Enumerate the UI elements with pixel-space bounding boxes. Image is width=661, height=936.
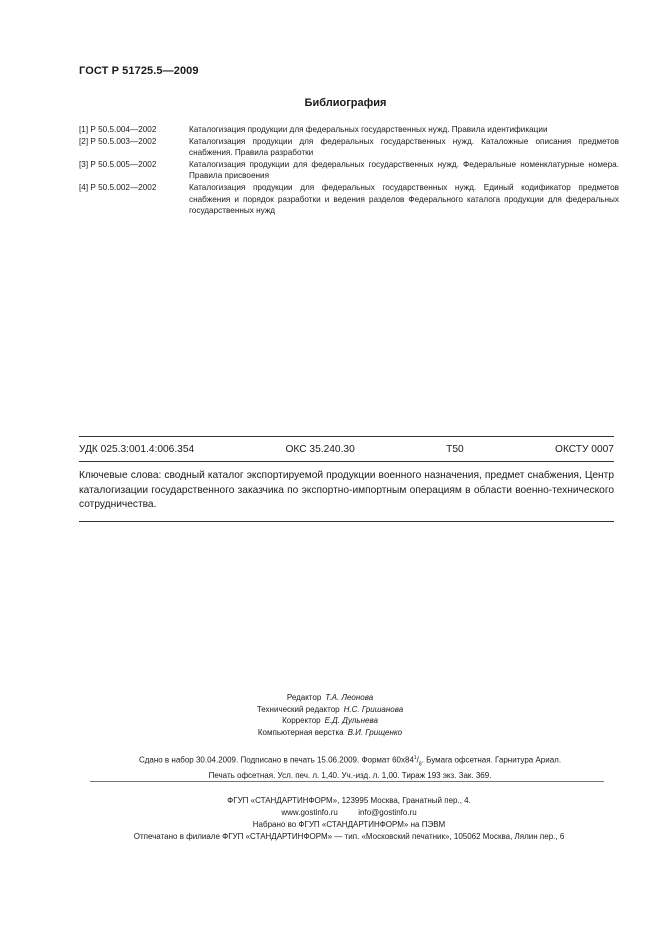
publisher-printed: Отпечатано в филиале ФГУП «СТАНДАРТИНФОРМ» — тип. «Московский печатник», 105062 Москва, Лялин пер., 6 [133,832,565,841]
credit-role: Компьютерная верстка [257,727,344,737]
bibliography-ref-text: Каталогизация продукции для федеральных государственных нужд. Единый кодификатор предметов снабжения и порядок разработки и ведения разделов Федерального каталога продукции для федеральных государственных нужд [189,182,619,216]
bibliography-item [79,124,619,136]
print-divider [90,781,604,782]
bibliography-ref-number: [1] Р 50.5.004—2002 [79,125,157,134]
keywords: Ключевые слова: сводный каталог экспортируемой продукции военного назначения, предмет снабжения, Центр каталогизации государственного заказчика по экспортно-импортным операциям в области военно-технического сотрудничества. [79,470,614,510]
okstu-code: ОКСТУ 0007 [555,444,614,455]
bibliography-ref-text: Каталогизация продукции для федеральных государственных нужд. Правила идентификации [189,125,548,134]
bibliography-ref-number: [3] Р 50.5.005—2002 [79,159,157,169]
credit-role: Технический редактор [256,704,340,714]
bibliography-item [79,136,619,159]
credit-line [180,692,480,704]
bibliography-ref-text: Каталогизация продукции для федеральных государственных нужд. Каталожные описания предметов снабжения. Правила разработки [189,136,619,158]
credit-line [180,715,480,727]
credit-role: Редактор [286,693,322,702]
bibliography-item [79,159,619,182]
publisher-email[interactable]: info@gostinfo.ru [358,808,417,817]
credit-name: Н.С. Гришанова [343,704,404,714]
credit-name: В.И. Грищенко [347,727,403,737]
bibliography-list [79,124,619,217]
keywords-divider [79,521,614,522]
credit-name: Е.Д. Дульнева [324,716,378,726]
print-info-text: . Бумага офсетная. Гарнитура Ариал. [421,755,562,765]
bibliography-ref-number: [2] Р 50.5.003—2002 [79,136,157,146]
print-info-text: Сдано в набор 30.04.2009. Подписано в печать 15.06.2009. Формат 60x84 [138,755,414,765]
print-info [90,752,610,782]
udc-code: УДК 025.3:001.4:006.354 [79,444,195,455]
document-code: ГОСТ Р 51725.5—2009 [79,65,199,77]
t-code: Т50 [446,444,464,455]
credit-line [180,727,480,739]
oks-code: ОКС 35.240.30 [285,444,355,455]
editorial-credits [180,692,480,738]
print-info-line-2: Печать офсетная. Усл. печ. л. 1,40. Уч.-изд. л. 1,00. Тираж 193 экз. Зак. 369. [208,771,492,781]
classification-row [79,444,614,455]
bibliography-ref-number: [4] Р 50.5.002—2002 [79,182,157,192]
publisher-typeset: Набрано во ФГУП «СТАНДАРТИНФОРМ» на ПЭВМ [252,820,446,829]
format-fraction-numerator: 1 [413,755,417,761]
credit-name: Т.А. Леонова [325,693,374,702]
print-info-line-1: Сдано в набор 30.04.2009. Подписано в печать 15.06.2009. Формат $60x84^1/_8$. Бумага офсетная. Гарнитура Ариал. [138,755,562,768]
format-fraction-denominator: 8 [418,761,422,768]
credit-role: Корректор [282,716,321,726]
publisher-address: ФГУП «СТАНДАРТИНФОРМ», 123995 Москва, Гранатный пер., 4. [227,796,471,805]
publisher-contacts [79,807,619,819]
bibliography-title: Библиография [304,97,387,109]
bibliography-item [79,182,619,217]
bibliography-ref-text: Каталогизация продукции для федеральных государственных нужд. Федеральные номенклатурные номера. Правила присвоения [189,159,619,181]
publisher-website[interactable]: www.gostinfo.ru [281,808,338,817]
credit-line [180,704,480,716]
top-divider [79,436,614,437]
publisher-info [79,795,619,843]
classification-divider [79,461,614,462]
